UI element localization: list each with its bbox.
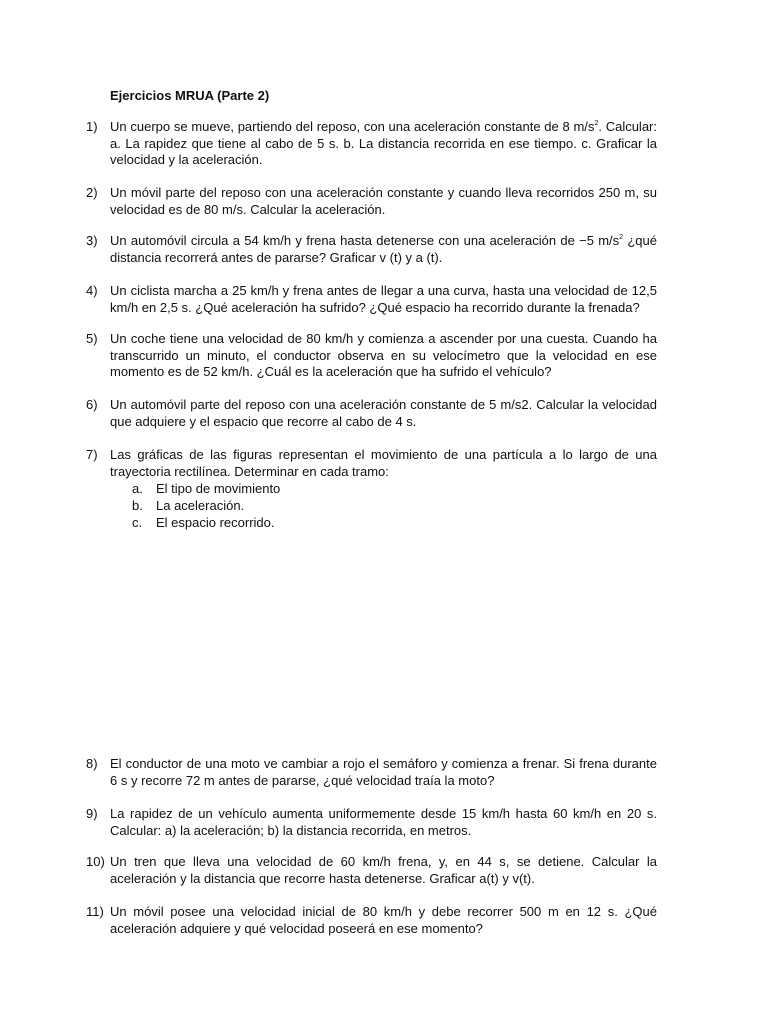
exercise-text: Un cuerpo se mueve, partiendo del reposo, con una aceleración constante de 8 $m/s^2$. Calcular: a. La rapidez que tiene al cabo de 5 s. b. La distancia recorrida en ese tiempo. c. Graficar la velocidad y la aceleración. xyxy=(110,119,657,167)
sub-item-text: El espacio recorrido. xyxy=(156,515,275,530)
exercise-number: 2) xyxy=(86,185,98,200)
exercise-number: 1) xyxy=(86,119,98,134)
superscript: 2 xyxy=(619,234,624,241)
exercise-number: 8) xyxy=(86,756,98,771)
exercise-number: 3) xyxy=(86,233,98,248)
exercise-text: Un móvil posee una velocidad inicial de 80 km/h y debe recorrer 500 m en 12 s. ¿Qué aceleración adquiere y qué velocidad poseerá en ese momento? xyxy=(110,904,657,936)
exercise-text: El conductor de una moto ve cambiar a rojo el semáforo y comienza a frenar. Si frena durante 6 s y recorre 72 m antes de pararse, ¿qué velocidad traía la moto? xyxy=(110,756,657,788)
exercise-text: La rapidez de un vehículo aumenta uniformemente desde 15 km/h hasta 60 km/h en 20 s. Calcular: a) la aceleración; b) la distancia recorrida, en metros. xyxy=(110,806,657,838)
exercise-text: Un automóvil circula a 54 km/h y frena hasta detenerse con una aceleración de −5 $m/s^2$ ¿qué distancia recorrerá antes de pararse? Graficar v (t) y a (t). xyxy=(110,233,657,265)
sub-item xyxy=(86,514,657,531)
exercise-number: 5) xyxy=(86,331,98,346)
exercise-item xyxy=(86,283,657,316)
exercise-item xyxy=(86,756,657,789)
exercise-number: 10) xyxy=(86,854,105,869)
exercise-item xyxy=(86,119,657,169)
sub-item xyxy=(86,497,657,514)
exercise-text: Un tren que lleva una velocidad de 60 km/h frena, y, en 44 s, se detiene. Calcular la aceleración y la distancia que recorre hasta detenerse. Graficar a(t) y v(t). xyxy=(110,854,657,886)
exercise-item xyxy=(86,904,657,937)
exercise-item xyxy=(86,806,657,839)
sub-item-text: La aceleración. xyxy=(156,498,245,513)
exercise-text: Las gráficas de las figuras representan el movimiento de una partícula a lo largo de una trayectoria rectilínea. Determinar en cada tramo: xyxy=(110,447,657,479)
sub-item-letter: b. xyxy=(132,498,143,513)
exercise-number: 9) xyxy=(86,806,98,821)
exercise-item xyxy=(86,397,657,430)
superscript: 2 xyxy=(594,120,599,127)
exercise-text: Un coche tiene una velocidad de 80 km/h y comienza a ascender por una cuesta. Cuando ha transcurrido un minuto, el conductor observa en su velocímetro que la velocidad en ese momento es de 52 km/h. ¿Cuál es la aceleración que ha sufrido el vehículo? xyxy=(110,331,657,379)
exercise-number: 11) xyxy=(86,904,104,919)
exercise-text: Un móvil parte del reposo con una aceleración constante y cuando lleva recorridos 250 m, su velocidad es de 80 m/s. Calcular la aceleración. xyxy=(110,185,657,217)
exercise-number: 6) xyxy=(86,397,98,412)
exercise-item xyxy=(86,447,657,531)
exercise-text: Un ciclista marcha a 25 km/h y frena antes de llegar a una curva, hasta una velocidad de 12,5 km/h en 2,5 s. ¿Qué aceleración ha sufrido? ¿Qué espacio ha recorrido durante la frenada? xyxy=(110,283,657,315)
exercise-item xyxy=(86,854,657,887)
exercise-item xyxy=(86,331,657,381)
figure-placeholder xyxy=(110,540,657,740)
sub-item-text: El tipo de movimiento xyxy=(156,481,281,496)
sub-item-list xyxy=(86,480,657,531)
exercise-number: 7) xyxy=(86,447,98,462)
sub-item-letter: a. xyxy=(132,481,143,496)
exercise-number: 4) xyxy=(86,283,98,298)
exercise-item xyxy=(86,233,657,266)
sub-item xyxy=(86,480,657,497)
exercise-text: Un automóvil parte del reposo con una aceleración constante de 5 m/s2. Calcular la velocidad que adquiere y el espacio que recorre al cabo de 4 s. xyxy=(110,397,657,429)
sub-item-letter: c. xyxy=(132,515,143,530)
document-title: Ejercicios MRUA (Parte 2) xyxy=(110,88,270,103)
exercise-item xyxy=(86,185,657,218)
